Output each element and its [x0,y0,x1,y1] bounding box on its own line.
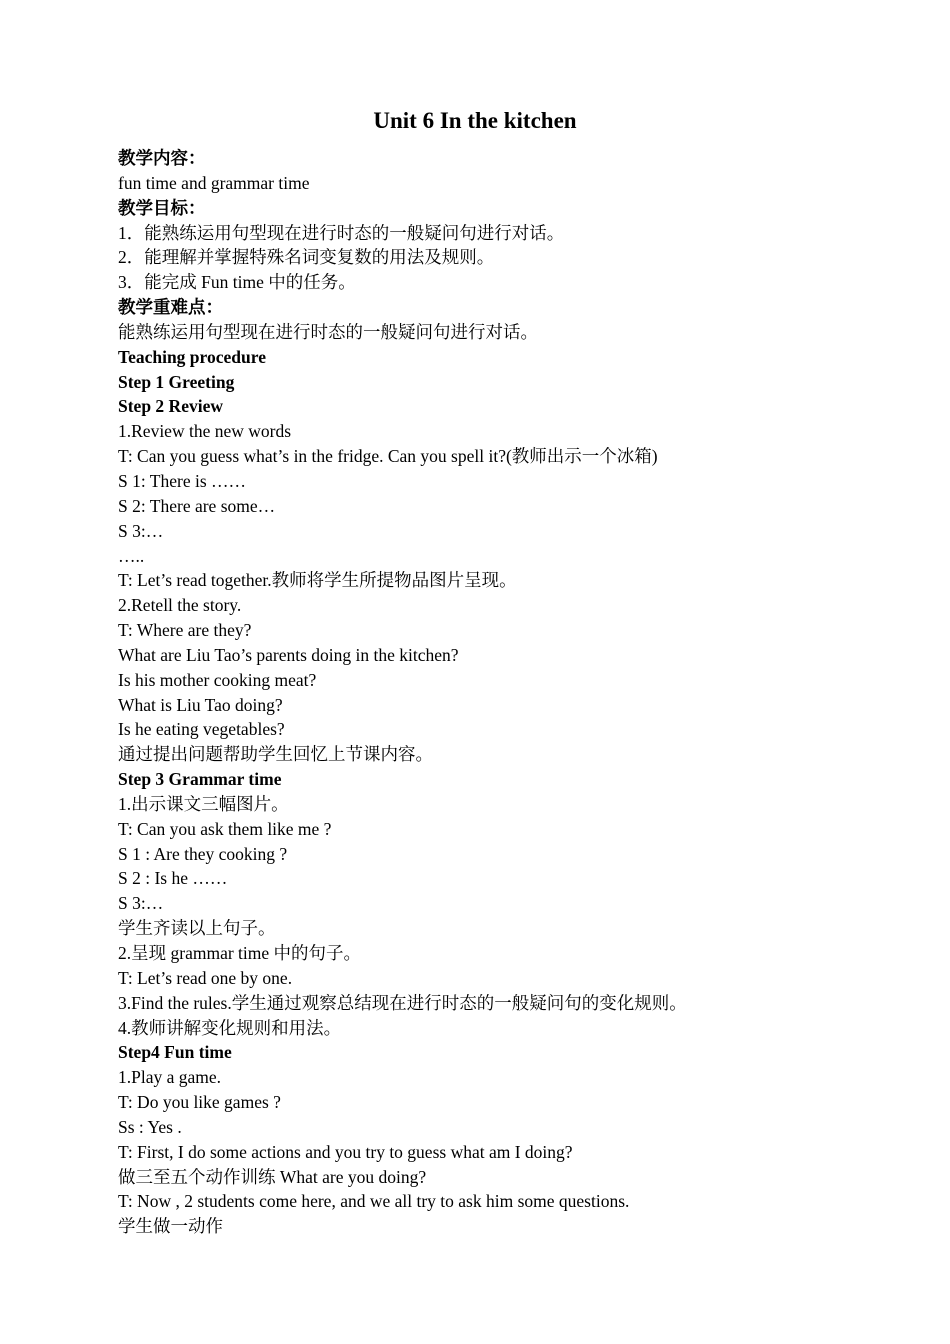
text-line: 1．能熟练运用句型现在进行时态的一般疑问句进行对话。 [118,222,565,243]
section-heading: Step 3 Grammar time [118,769,282,790]
text-line: 2.呈现 grammar time 中的句子。 [118,943,362,963]
section-heading: 教学内容： [118,148,206,168]
section-heading: Step 2 Review [118,396,223,417]
text-line: 1.出示课文三幅图片。 [118,793,289,814]
text-line: S 3:… [118,520,164,541]
text-line: T: Can you guess what’s in the fridge. Can you spell it?(教师出示一个冰箱) [118,446,658,467]
text-line: 学生做一动作 [118,1216,223,1237]
text-line: 做三至五个动作训练 What are you doing? [118,1166,427,1187]
text-line: What is Liu Tao doing? [118,694,283,715]
section-heading: 教学目标： [118,197,206,218]
text-line: 4.教师讲解变化规则和用法。 [118,1017,342,1038]
section-heading: Step4 Fun time [118,1042,232,1063]
document-body [118,146,898,1239]
document-title: Unit 6 In the kitchen [373,108,577,133]
text-line: Is his mother cooking meat? [118,669,317,690]
text-line: T: Let’s read one by one. [118,967,293,988]
text-line: S 1 : Are they cooking ? [118,843,288,864]
text-line: T: Can you ask them like me ? [118,818,332,839]
text-line: fun time and grammar time [118,172,310,193]
text-line: T: Let’s read together.教师将学生所提物品图片呈现。 [118,570,517,591]
text-line: S 2: There are some… [118,495,276,516]
section-heading: Teaching procedure [118,346,266,367]
text-line: What are Liu Tao’s parents doing in the kitchen? [118,644,459,665]
text-line: 2．能理解并掌握特殊名词变复数的用法及规则。 [118,247,495,268]
text-line: T: Where are they? [118,620,252,641]
text-line: 通过提出问题帮助学生回忆上节课内容。 [118,744,433,765]
text-line: 1.Play a game. [118,1067,222,1088]
text-line: 2.Retell the story. [118,595,242,616]
text-line: T: Do you like games ? [118,1092,281,1113]
text-line: T: Now , 2 students come here, and we all try to ask him some questions. [118,1191,630,1212]
text-line: 1.Review the new words [118,421,292,442]
text-line: 3.Find the rules.学生通过观察总结现在进行时态的一般疑问句的变化规则。 [118,992,687,1013]
text-line: 学生齐读以上句子。 [118,918,276,939]
text-line: S 2 : Is he …… [118,868,228,889]
text-line: Is he eating vegetables? [118,719,285,740]
text-line: 3．能完成 Fun time 中的任务。 [118,272,356,293]
text-line: Ss : Yes . [118,1116,182,1137]
section-heading: 教学重难点： [118,297,223,318]
text-line: T: First, I do some actions and you try to guess what am I doing? [118,1141,573,1162]
text-line: S 3:… [118,893,164,914]
section-heading: Step 1 Greeting [118,371,235,392]
text-line: 能熟练运用句型现在进行时态的一般疑问句进行对话。 [118,321,538,342]
text-line: ….. [118,545,145,566]
text-line: S 1: There is …… [118,470,247,491]
